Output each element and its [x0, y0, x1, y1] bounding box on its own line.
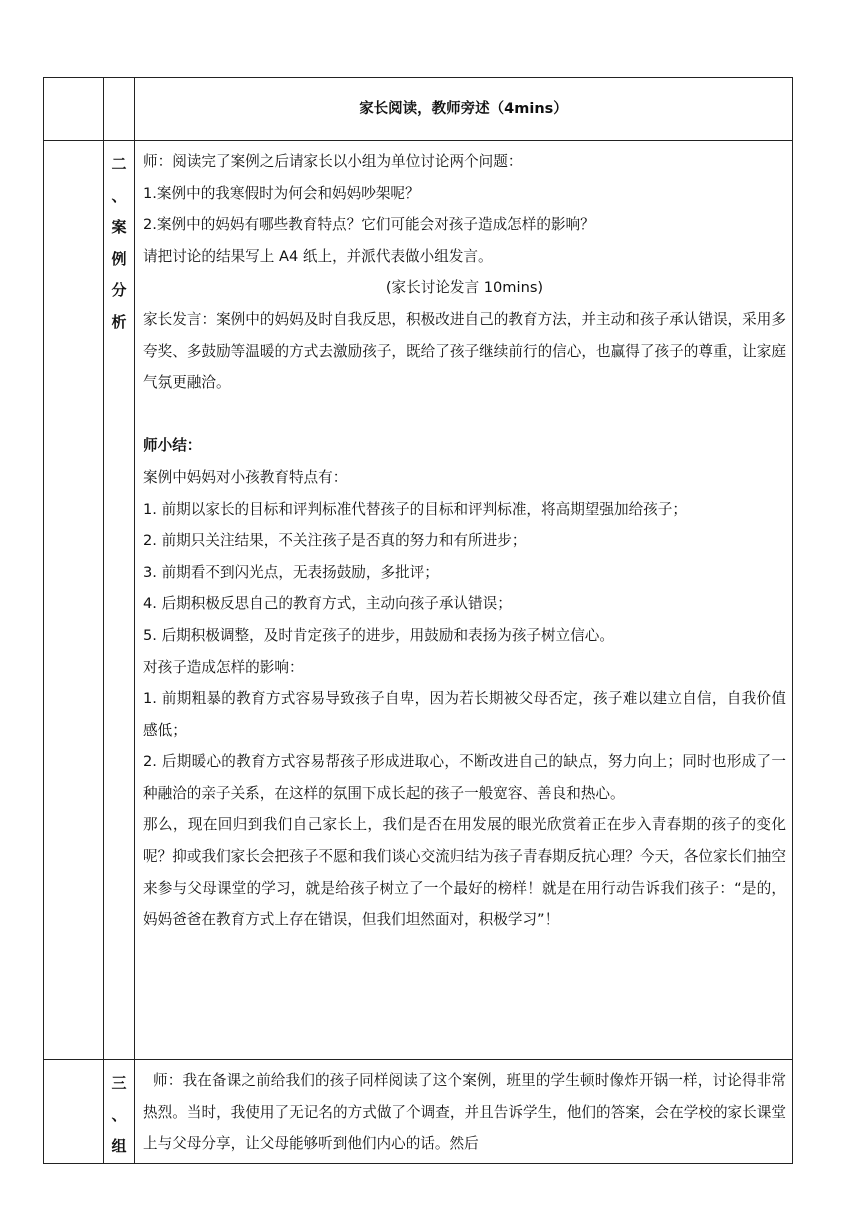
label-char: 、	[111, 186, 127, 205]
discussion-time-note: (家长讨论发言 10mins)	[385, 279, 544, 297]
label-char: 案	[111, 218, 127, 236]
lesson-table	[43, 77, 793, 1164]
list-item: 2. 后期暖心的教育方式容易帮孩子形成进取心，不断改进自己的缺点，努力向上；同时也形成了一种融洽的亲子关系，在这样的氛围下成长起的孩子一般宽容、善良和热心。	[143, 753, 786, 802]
section-2-label	[104, 141, 134, 338]
paragraph: 家长发言：案例中的妈妈及时自我反思，积极改进自己的教育方法，并主动和孩子承认错误，采用多夸奖、多鼓励等温暖的方式去激励孩子，既给了孩子继续前行的信心，也赢得了孩子的尊重，让家庭气氛更融洽。	[143, 310, 786, 392]
label-char: 三	[111, 1074, 127, 1092]
section-label-cell	[104, 141, 135, 1060]
table-row	[44, 141, 793, 1060]
paragraph: 案例中妈妈对小孩教育特点有：	[143, 468, 348, 486]
label-char: 例	[111, 249, 127, 268]
section-label-cell	[104, 1060, 135, 1164]
label-char: 分	[111, 281, 127, 299]
paragraph: 对孩子造成怎样的影响：	[143, 658, 304, 676]
summary-heading: 师小结：	[143, 437, 202, 455]
section-heading: 家长阅读，教师旁述（4mins）	[359, 101, 568, 117]
list-item: 4. 后期积极反思自己的教育方式，主动向孩子承认错误；	[143, 595, 512, 613]
label-char: 组	[111, 1137, 127, 1155]
list-item: 2. 前期只关注结果，不关注孩子是否真的努力和有所进步；	[143, 532, 527, 550]
list-item: 5. 后期积极调整，及时肯定孩子的进步，用鼓励和表扬为孩子树立信心。	[143, 626, 614, 644]
table-row	[44, 1060, 793, 1164]
blank-line	[143, 399, 786, 431]
label-char: 、	[111, 1105, 127, 1124]
table-row	[44, 78, 793, 141]
paragraph: 师：阅读完了案例之后请家长以小组为单位讨论两个问题：	[143, 153, 523, 170]
paragraph: 2.案例中的妈妈有哪些教育特点？它们可能会对孩子造成怎样的影响？	[143, 216, 595, 234]
label-char: 二	[111, 155, 127, 173]
section-3-content	[135, 1060, 792, 1160]
empty-cell	[44, 141, 104, 1060]
paragraph: 1.案例中的我寒假时为何会和妈妈吵架呢？	[143, 184, 420, 202]
list-item: 1. 前期以家长的目标和评判标准代替孩子的目标和评判标准，将高期望强加给孩子；	[143, 500, 687, 518]
label-char: 析	[111, 312, 127, 331]
list-item: 3. 前期看不到闪光点，无表扬鼓励，多批评；	[143, 563, 439, 581]
paragraph: 师：我在备课之前给我们的孩子同样阅读了这个案例，班里的学生顿时像炸开锅一样，讨论得非常热烈。当时，我使用了无记名的方式做了个调查，并且告诉学生，他们的答案，会在学校的家长课堂上与父母分享，让父母能够听到他们内心的话。然后	[143, 1072, 786, 1153]
section-3-content-cell	[135, 1060, 793, 1164]
list-item: 1. 前期粗暴的教育方式容易导致孩子自卑，因为若长期被父母否定，孩子难以建立自信，自我价值感低；	[143, 690, 786, 739]
paragraph: 请把讨论的结果写上 A4 纸上，并派代表做小组发言。	[143, 247, 493, 265]
empty-cell	[104, 78, 135, 141]
paragraph: 那么，现在回归到我们自己家长上，我们是否在用发展的眼光欣赏着正在步入青春期的孩子的变化呢？抑或我们家长会把孩子不愿和我们谈心交流归结为孩子青春期反抗心理？今天，各位家长们抽空来参与父母课堂的学习，就是给孩子树立了一个最好的榜样！就是在用行动告诉我们孩子：“是的，妈妈爸爸在教育方式上存在错误，但我们坦然面对，积极学习”！	[143, 816, 786, 929]
section-2-content-cell	[135, 141, 793, 1060]
section-3-label	[104, 1060, 134, 1163]
empty-cell	[44, 78, 104, 141]
section-2-content	[135, 141, 792, 936]
empty-cell	[44, 1060, 104, 1164]
heading-cell	[135, 78, 793, 141]
